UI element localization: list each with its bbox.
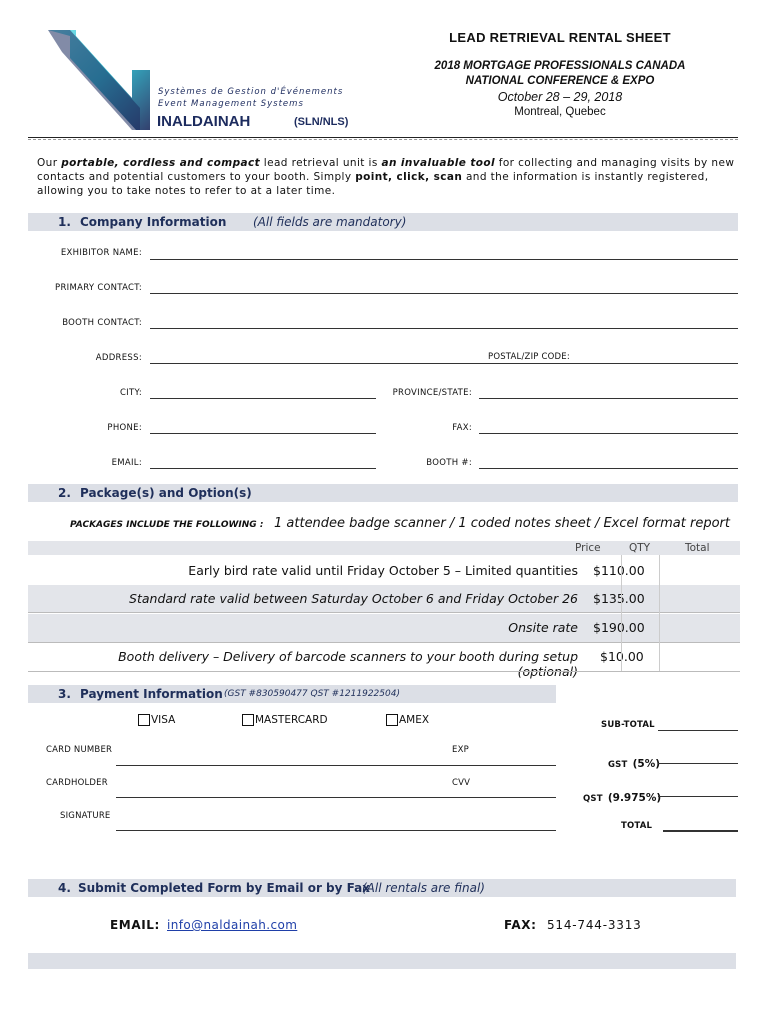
section-payment-header: 3. Payment Information (GST #830590477 QST #1211922504) — [28, 685, 556, 703]
booth-contact-field[interactable] — [150, 328, 738, 329]
mastercard-checkbox[interactable]: MASTERCARD — [242, 714, 328, 726]
gst-label: GST (5%) — [608, 758, 661, 770]
package-price: $190.00 — [593, 620, 645, 635]
fax-field[interactable] — [479, 433, 738, 434]
qst-label: QST (9.975%) — [583, 792, 662, 804]
booth-number-field[interactable] — [479, 468, 738, 469]
logo-brand-name: INALDAINAH — [157, 113, 251, 130]
submit-email-label: EMAIL: — [110, 918, 160, 932]
event-dates: October 28 – 29, 2018 — [497, 90, 623, 104]
signature-field[interactable] — [116, 830, 556, 831]
submit-fax-label: FAX: — [504, 918, 537, 932]
intro-paragraph: Our portable, cordless and compact lead retrieval unit is an invaluable tool for collecting and managing visits by new contacts and potential customers to your booth. Simply point, click, scan and the information is instantly registered, allowing you to take notes to refer to at a later time. — [37, 157, 735, 197]
submit-email-link[interactable]: info@naldainah.com — [167, 918, 298, 932]
price-column-header: Price — [575, 542, 601, 554]
packages-include-text: 1 attendee badge scanner / 1 coded notes sheet / Excel format report — [274, 516, 730, 531]
address-label: ADDRESS: — [95, 353, 142, 363]
phone-field[interactable] — [150, 433, 376, 434]
header-divider — [28, 137, 738, 140]
package-price: $10.00 — [600, 649, 644, 664]
primary-contact-label: PRIMARY CONTACT: — [55, 283, 142, 293]
event-location: Montreal, Quebec — [514, 106, 606, 118]
province-field[interactable] — [479, 398, 738, 399]
checkbox-icon — [138, 714, 150, 726]
qty-column[interactable] — [621, 555, 660, 671]
total-label: TOTAL — [621, 821, 653, 831]
signature-label: SIGNATURE — [60, 811, 111, 821]
sheet-title: LEAD RETRIEVAL RENTAL SHEET — [449, 30, 671, 45]
total-column-header: Total — [685, 542, 710, 554]
event-name-line2: NATIONAL CONFERENCE & EXPO — [465, 75, 655, 87]
card-number-field[interactable] — [116, 765, 556, 766]
section-packages-header: 2. Package(s) and Option(s) — [28, 484, 738, 502]
card-number-label: CARD NUMBER — [46, 745, 113, 755]
table-divider — [28, 671, 740, 672]
postal-code-label: POSTAL/ZIP CODE: — [488, 352, 570, 362]
package-description: Onsite rate — [508, 620, 578, 635]
section-submit-header: 4. Submit Completed Form by Email or by Fax (All rentals are final) — [28, 879, 736, 897]
cvv-label: CVV — [452, 778, 471, 788]
submit-fax-number: 514-744-3313 — [547, 918, 642, 932]
exhibitor-name-field[interactable] — [150, 259, 738, 260]
booth-contact-label: BOOTH CONTACT: — [62, 318, 142, 328]
address-field[interactable] — [150, 363, 738, 364]
qty-column-header: QTY — [629, 542, 651, 554]
phone-label: PHONE: — [107, 423, 142, 433]
qst-field[interactable] — [658, 796, 738, 797]
footer-bar — [28, 953, 736, 969]
cardholder-label: CARDHOLDER — [46, 778, 108, 788]
packages-include-label: PACKAGES INCLUDE THE FOLLOWING : — [70, 520, 264, 530]
event-name-line1: 2018 MORTGAGE PROFESSIONALS CANADA — [434, 60, 686, 72]
package-description: Standard rate valid between Saturday October 6 and Friday October 26 — [129, 591, 578, 606]
logo-brand-suffix: (SLN/NLS) — [294, 116, 349, 128]
city-label: CITY: — [119, 388, 142, 398]
booth-number-label: BOOTH #: — [426, 458, 472, 468]
package-description: Early bird rate valid until Friday October 5 – Limited quantities — [188, 563, 578, 578]
package-price: $110.00 — [593, 563, 645, 578]
section-company-info-header: 1. Company Information (All fields are mandatory) — [28, 213, 738, 231]
subtotal-field[interactable] — [658, 730, 738, 731]
email-label: EMAIL: — [111, 458, 142, 468]
province-label: PROVINCE/STATE: — [392, 388, 472, 398]
package-price: $135.00 — [593, 591, 645, 606]
email-field[interactable] — [150, 468, 376, 469]
city-field[interactable] — [150, 398, 376, 399]
logo-text-en: Event Management Systems — [158, 99, 304, 109]
total-field[interactable] — [663, 830, 738, 832]
subtotal-label: SUB-TOTAL — [601, 720, 655, 730]
package-description: Booth delivery – Delivery of barcode scanners to your booth during setup (optional) — [118, 649, 578, 679]
primary-contact-field[interactable] — [150, 293, 738, 294]
exhibitor-name-label: EXHIBITOR NAME: — [60, 248, 142, 258]
amex-checkbox[interactable]: AMEX — [386, 714, 429, 726]
checkbox-icon — [242, 714, 254, 726]
fax-label: FAX: — [452, 423, 472, 433]
checkbox-icon — [386, 714, 398, 726]
logo-text-fr: Systèmes de Gestion d'Événements — [158, 87, 344, 97]
exp-label: EXP — [452, 745, 469, 755]
visa-checkbox[interactable]: VISA — [138, 714, 175, 726]
cardholder-field[interactable] — [116, 797, 556, 798]
gst-field[interactable] — [658, 763, 738, 764]
